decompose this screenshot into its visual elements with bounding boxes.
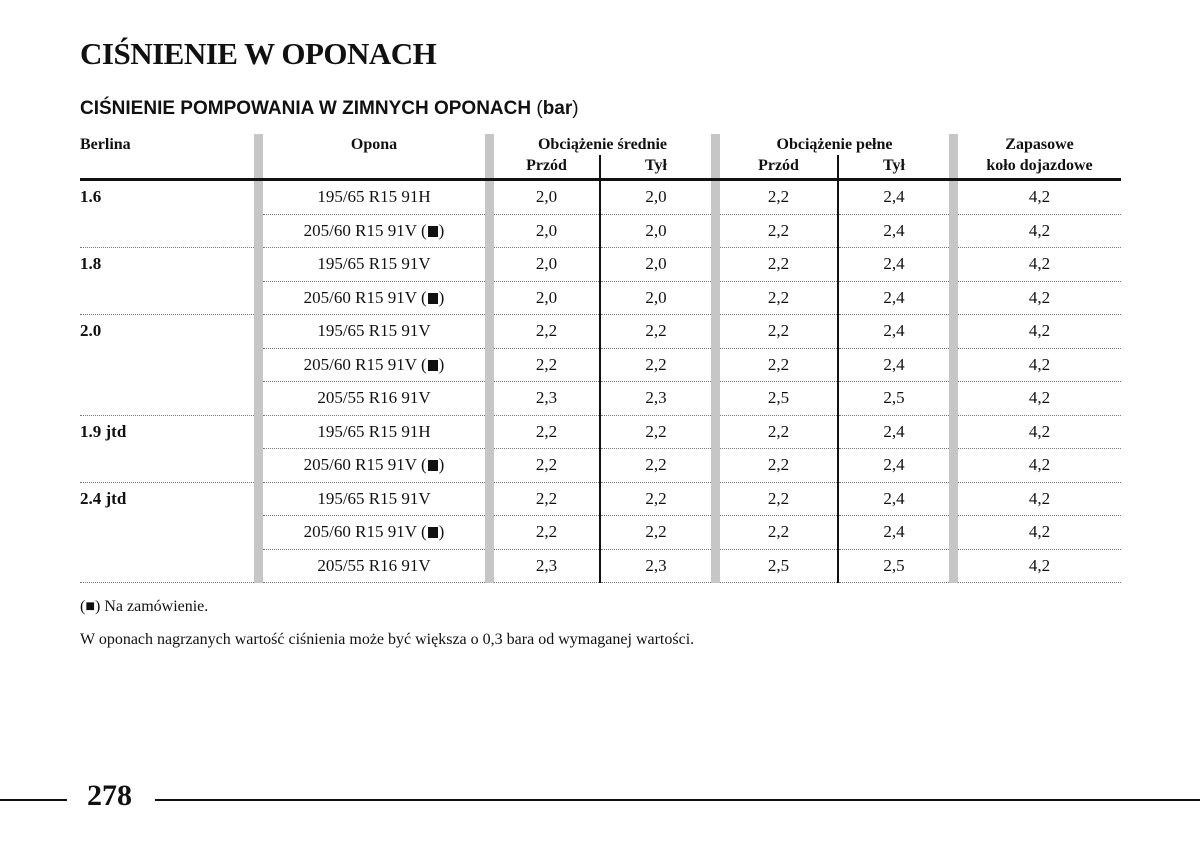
column-separator [711, 449, 720, 483]
medium-load-front: 2,3 [494, 382, 600, 416]
table-row [80, 315, 1121, 349]
column-separator [485, 134, 494, 180]
column-separator [254, 516, 263, 550]
column-separator [254, 382, 263, 416]
medium-load-rear: 2,3 [600, 382, 711, 416]
column-separator [254, 281, 263, 315]
full-load-front: 2,2 [720, 180, 838, 215]
column-separator [485, 315, 494, 349]
column-separator [711, 214, 720, 248]
medium-load-rear: 2,2 [600, 348, 711, 382]
column-separator [949, 516, 958, 550]
full-load-rear: 2,4 [838, 315, 949, 349]
tyre-size-cell [263, 415, 485, 449]
column-separator [949, 549, 958, 583]
tyre-size-cell: 205/60 R15 91V ( ) [263, 516, 485, 550]
full-load-rear: 2,5 [838, 382, 949, 416]
tyre-pressure-table [80, 134, 1121, 583]
medium-load-rear: 2,0 [600, 180, 711, 215]
full-load-front: 2,2 [720, 348, 838, 382]
tyre-size: 205/55 R16 91V [317, 555, 431, 575]
tyre-size: 195/65 R15 91V [317, 254, 431, 274]
column-separator [485, 214, 494, 248]
medium-load-front: 2,2 [494, 516, 600, 550]
medium-load-rear: 2,2 [600, 315, 711, 349]
column-separator [254, 180, 263, 215]
full-load-front: 2,2 [720, 315, 838, 349]
column-separator [949, 482, 958, 516]
table-row [80, 180, 1121, 215]
column-separator [485, 415, 494, 449]
tyre-size: 205/55 R16 91V [317, 388, 431, 408]
column-separator [485, 281, 494, 315]
column-separator [949, 180, 958, 215]
column-separator [711, 180, 720, 215]
column-separator [949, 415, 958, 449]
medium-load-front: 2,0 [494, 248, 600, 282]
column-separator [254, 449, 263, 483]
full-load-front: 2,5 [720, 549, 838, 583]
header-zapasowe-line2: koło dojazdowe [986, 157, 1093, 174]
medium-load-rear: 2,3 [600, 549, 711, 583]
tyre-size: 195/65 R15 91H [317, 421, 431, 441]
on-request-square-icon [428, 460, 438, 471]
header-srednie-przod: Przód [494, 155, 600, 180]
on-request-text: Na zamówienie. [104, 598, 209, 615]
medium-load-front: 2,2 [494, 482, 600, 516]
column-separator [949, 315, 958, 349]
full-load-rear: 2,4 [838, 248, 949, 282]
hot-tyres-note: W oponach nagrzanych wartość ciśnienia może być większa o 0,3 bara od wymaganej wartości. [80, 631, 695, 648]
subtitle-paren-close: ) [572, 98, 579, 119]
spare-wheel-pressure: 4,2 [958, 516, 1121, 550]
column-separator [949, 348, 958, 382]
full-load-front: 2,2 [720, 482, 838, 516]
tyre-size-cell [263, 382, 485, 416]
column-separator [711, 281, 720, 315]
table-row [80, 248, 1121, 282]
subtitle-text: CIŚNIENIE POMPOWANIA W ZIMNYCH OPONACH [80, 98, 532, 119]
column-separator [485, 382, 494, 416]
tyre-size: 205/60 R15 91V [303, 354, 417, 374]
column-separator [254, 549, 263, 583]
column-separator [485, 449, 494, 483]
column-separator [711, 549, 720, 583]
full-load-rear: 2,4 [838, 180, 949, 215]
medium-load-front: 2,2 [494, 348, 600, 382]
medium-load-rear: 2,0 [600, 281, 711, 315]
medium-load-front: 2,3 [494, 549, 600, 583]
column-separator [254, 348, 263, 382]
header-obciazenie-srednie: Obciążenie średnie [537, 136, 668, 153]
spare-wheel-pressure: 4,2 [958, 549, 1121, 583]
column-separator [485, 248, 494, 282]
header-obciazenie-pelne: Obciążenie pełne [776, 136, 893, 153]
spare-wheel-pressure: 4,2 [958, 348, 1121, 382]
full-load-rear: 2,4 [838, 516, 949, 550]
full-load-rear: 2,4 [838, 449, 949, 483]
tyre-size-cell [263, 180, 485, 215]
tyre-size: 195/65 R15 91V [317, 488, 431, 508]
full-load-front: 2,2 [720, 248, 838, 282]
full-load-front: 2,2 [720, 516, 838, 550]
tyre-size-cell: 205/60 R15 91V ( ) [263, 348, 485, 382]
table-body [80, 180, 1121, 583]
full-load-front: 2,5 [720, 382, 838, 416]
column-separator [949, 449, 958, 483]
tyre-size: 205/60 R15 91V [303, 287, 417, 307]
medium-load-front: 2,0 [494, 180, 600, 215]
spare-wheel-pressure: 4,2 [958, 214, 1121, 248]
page-number: 278 [87, 779, 132, 812]
column-separator [949, 134, 958, 180]
column-separator [254, 214, 263, 248]
tyre-size: 195/65 R15 91V [317, 321, 431, 341]
tyre-size: 195/65 R15 91H [317, 187, 431, 207]
tyre-size-cell [263, 315, 485, 349]
header-pelne-przod: Przód [720, 155, 838, 180]
column-separator [254, 315, 263, 349]
column-separator [949, 214, 958, 248]
tyre-size-cell: 205/60 R15 91V ( ) [263, 449, 485, 483]
full-load-rear: 2,4 [838, 348, 949, 382]
full-load-rear: 2,5 [838, 549, 949, 583]
spare-wheel-pressure: 4,2 [958, 248, 1121, 282]
column-separator [949, 281, 958, 315]
on-request-square-icon [428, 527, 438, 538]
berlina-cell: 1.9 jtd [80, 415, 254, 482]
column-separator [485, 180, 494, 215]
column-separator [485, 549, 494, 583]
on-request-square-icon [428, 226, 438, 237]
spare-wheel-pressure: 4,2 [958, 281, 1121, 315]
full-load-front: 2,2 [720, 214, 838, 248]
subtitle-paren-open: ( [536, 98, 543, 119]
table-row [80, 415, 1121, 449]
full-load-rear: 2,4 [838, 214, 949, 248]
column-separator [949, 248, 958, 282]
medium-load-rear: 2,0 [600, 214, 711, 248]
full-load-front: 2,2 [720, 281, 838, 315]
column-separator [711, 348, 720, 382]
full-load-rear: 2,4 [838, 482, 949, 516]
medium-load-rear: 2,2 [600, 482, 711, 516]
berlina-cell: 1.6 [80, 180, 254, 248]
spare-wheel-pressure: 4,2 [958, 180, 1121, 215]
medium-load-front: 2,0 [494, 214, 600, 248]
footer-rule-left [0, 799, 67, 801]
full-load-front: 2,2 [720, 415, 838, 449]
header-berlina: Berlina [80, 134, 254, 180]
tyre-size: 205/60 R15 91V [303, 522, 417, 542]
full-load-front: 2,2 [720, 449, 838, 483]
page-title: CIŚNIENIE W OPONACH [80, 36, 437, 71]
subtitle-unit: bar [542, 98, 573, 119]
tyre-size-cell [263, 549, 485, 583]
tyre-size-cell [263, 248, 485, 282]
column-separator [485, 482, 494, 516]
tyre-size-cell: 205/60 R15 91V ( ) [263, 281, 485, 315]
medium-load-front: 2,0 [494, 281, 600, 315]
tyre-size: 205/60 R15 91V [303, 455, 417, 475]
tyre-size: 205/60 R15 91V [303, 220, 417, 240]
column-separator [254, 415, 263, 449]
tyre-size-cell: 205/60 R15 91V ( ) [263, 214, 485, 248]
table-subtitle [80, 98, 579, 120]
column-separator [711, 482, 720, 516]
medium-load-rear: 2,2 [600, 415, 711, 449]
medium-load-rear: 2,0 [600, 248, 711, 282]
medium-load-front: 2,2 [494, 415, 600, 449]
spare-wheel-pressure: 4,2 [958, 382, 1121, 416]
medium-load-rear: 2,2 [600, 516, 711, 550]
column-separator [711, 248, 720, 282]
medium-load-front: 2,2 [494, 315, 600, 349]
on-request-square-icon [428, 293, 438, 304]
berlina-cell: 1.8 [80, 248, 254, 315]
column-separator [254, 134, 263, 180]
column-separator [711, 415, 720, 449]
header-zapasowe [958, 134, 1121, 180]
full-load-rear: 2,4 [838, 415, 949, 449]
column-separator [711, 315, 720, 349]
medium-load-rear: 2,2 [600, 449, 711, 483]
berlina-cell: 2.0 [80, 315, 254, 416]
header-zapasowe-line1: Zapasowe [1005, 136, 1074, 153]
column-separator [711, 134, 720, 180]
header-opona: Opona [263, 134, 485, 180]
spare-wheel-pressure: 4,2 [958, 415, 1121, 449]
column-separator [254, 248, 263, 282]
full-load-rear: 2,4 [838, 281, 949, 315]
spare-wheel-pressure: 4,2 [958, 482, 1121, 516]
column-separator [485, 348, 494, 382]
column-separator [711, 516, 720, 550]
tyre-size-cell [263, 482, 485, 516]
column-separator [711, 382, 720, 416]
medium-load-front: 2,2 [494, 449, 600, 483]
column-separator [485, 516, 494, 550]
table-row [80, 482, 1121, 516]
column-separator [254, 482, 263, 516]
column-separator [949, 382, 958, 416]
spare-wheel-pressure: 4,2 [958, 315, 1121, 349]
berlina-cell: 2.4 jtd [80, 482, 254, 583]
footer-rule-right [155, 799, 1200, 801]
on-request-note [80, 598, 208, 616]
header-srednie-tyl: Tył [600, 155, 711, 180]
on-request-marker: (■) [80, 598, 101, 615]
header-pelne-tyl: Tył [838, 155, 949, 180]
on-request-square-icon [428, 360, 438, 371]
spare-wheel-pressure: 4,2 [958, 449, 1121, 483]
